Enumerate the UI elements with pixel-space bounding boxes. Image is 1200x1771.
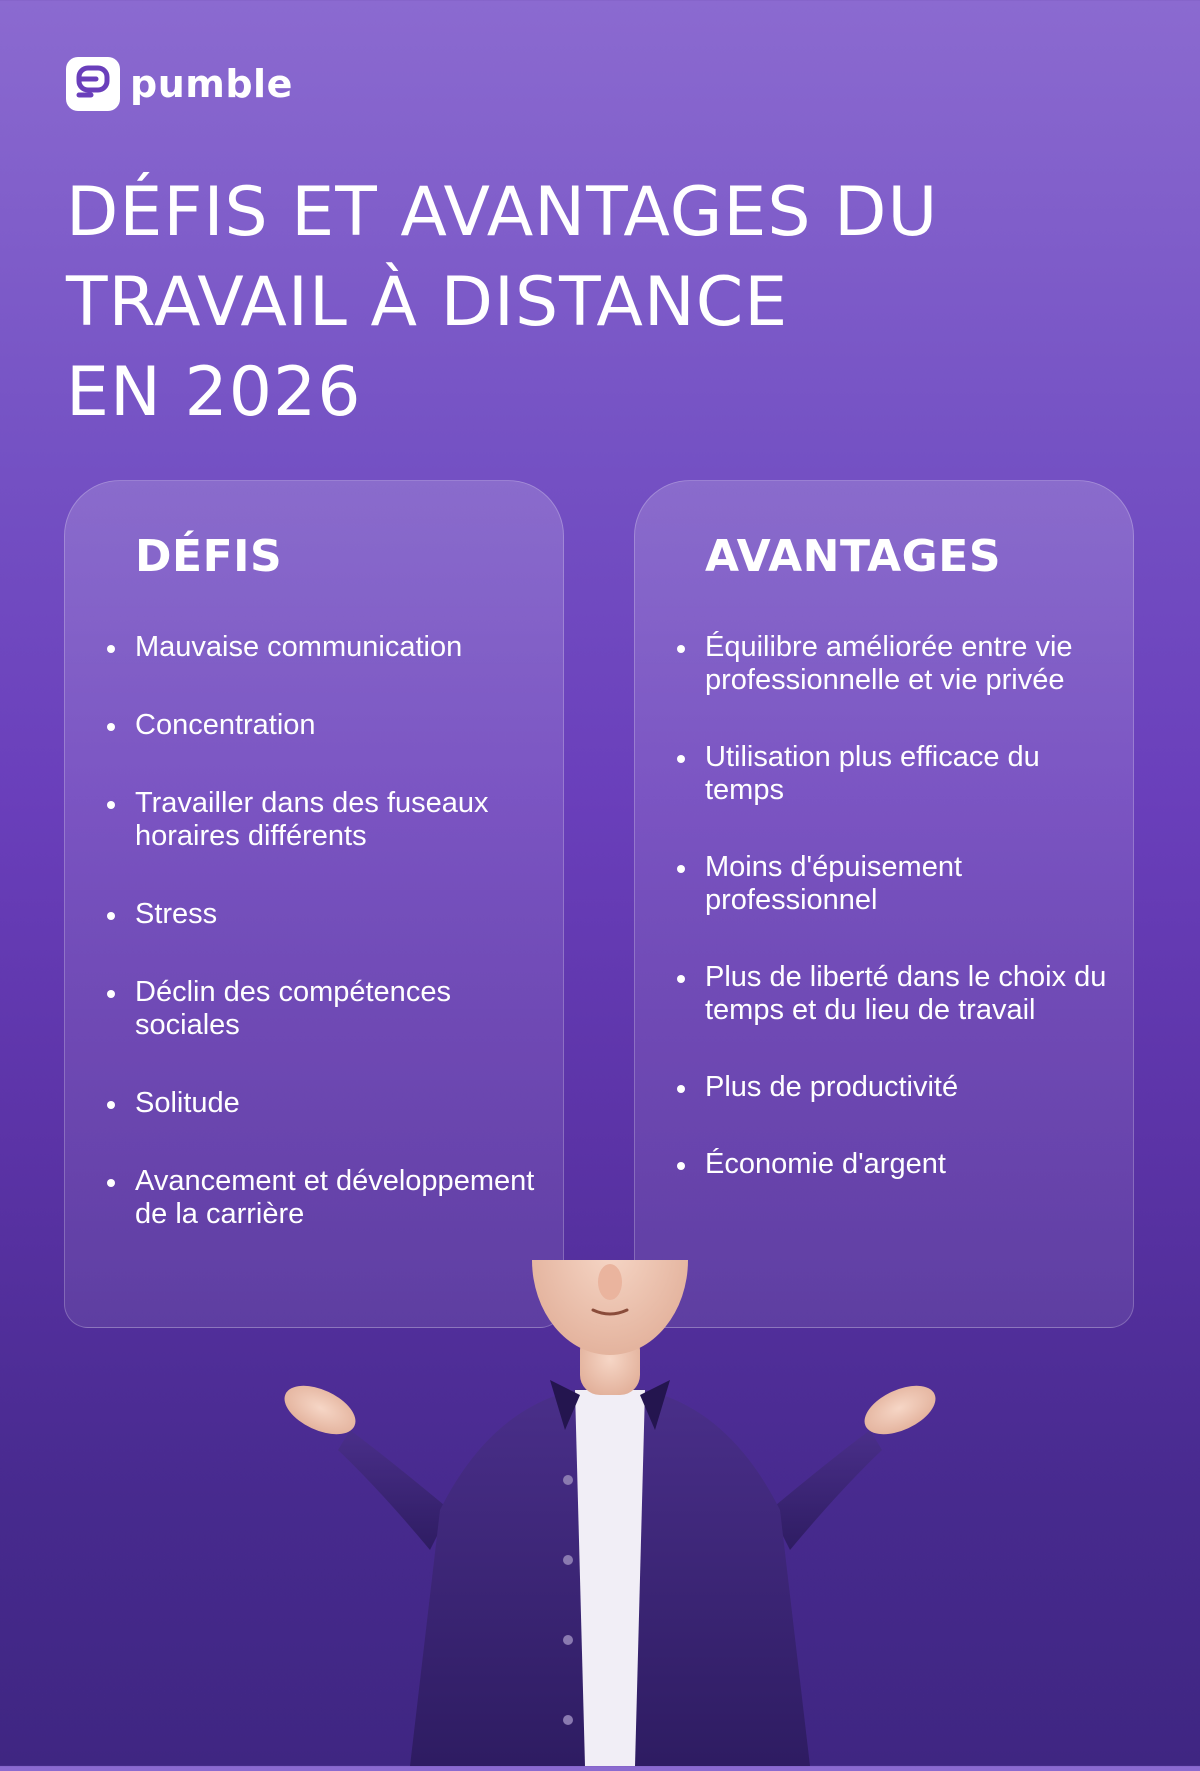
pumble-logo-icon [66,57,120,111]
challenges-list [65,631,563,1276]
benefit-item: Plus de productivité [705,1071,1113,1104]
brand-logo [66,57,293,111]
challenge-item: Avancement et développement de la carrière [135,1165,543,1231]
benefit-item: Économie d'argent [705,1148,1113,1181]
title-line-3: EN 2026 [66,353,362,432]
challenge-item: Mauvaise communication [135,631,543,664]
challenge-item: Solitude [135,1087,543,1120]
brand-name: pumble [130,62,293,106]
page-title [66,168,1066,438]
benefits-list [635,631,1133,1225]
benefit-item: Moins d'épuisement professionnel [705,851,1113,917]
benefits-heading: AVANTAGES [705,531,1002,582]
benefit-item: Utilisation plus efficace du temps [705,741,1113,807]
challenges-card [64,480,564,1328]
challenge-item: Déclin des compétences sociales [135,976,543,1042]
title-line-2: TRAVAIL À DISTANCE [66,263,789,342]
benefits-card [634,480,1134,1328]
challenge-item: Stress [135,898,543,931]
benefit-item: Plus de liberté dans le choix du temps et du lieu de travail [705,961,1113,1027]
challenge-item: Travailler dans des fuseaux horaires différents [135,787,543,853]
challenges-heading: DÉFIS [135,531,283,582]
title-line-1: DÉFIS ET AVANTAGES DU [66,173,939,252]
benefit-item: Équilibre améliorée entre vie professionnelle et vie privée [705,631,1113,697]
challenge-item: Concentration [135,709,543,742]
shrugging-character-illustration [250,1260,970,1771]
